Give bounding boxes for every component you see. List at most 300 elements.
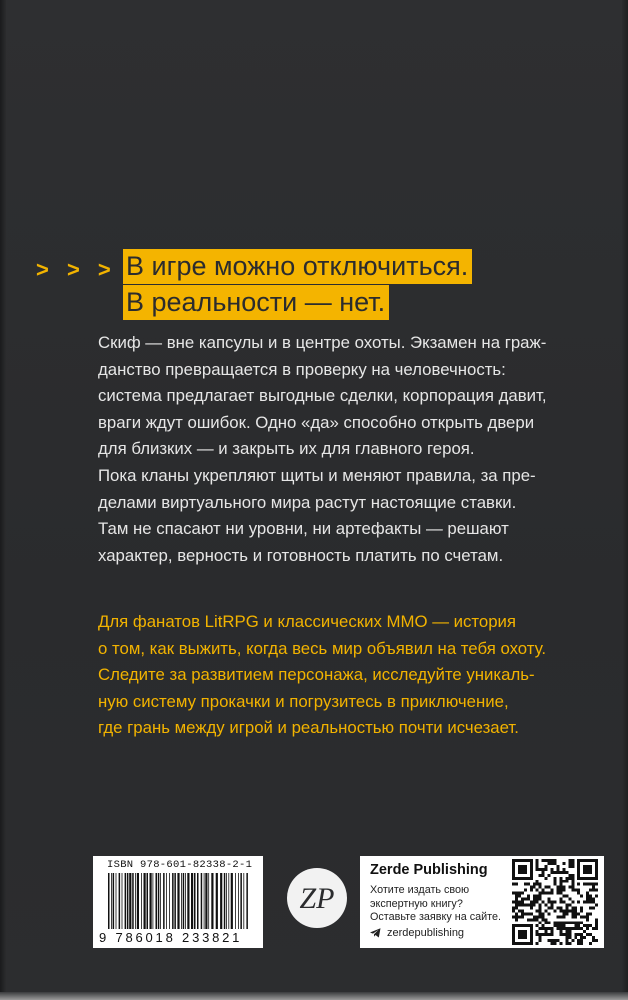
qr-module xyxy=(574,889,577,892)
qr-module xyxy=(554,880,557,883)
qr-module xyxy=(592,886,595,889)
qr-module xyxy=(565,921,568,924)
qr-module xyxy=(554,942,557,945)
qr-module xyxy=(518,930,527,939)
qr-module xyxy=(559,901,562,904)
qr-module xyxy=(548,898,551,901)
barcode-bar xyxy=(197,873,199,929)
qr-module xyxy=(533,883,536,886)
qr-module xyxy=(559,889,562,892)
qr-module xyxy=(559,898,562,901)
qr-module xyxy=(589,895,592,898)
qr-module xyxy=(583,930,586,933)
qr-module xyxy=(556,871,559,874)
qr-module xyxy=(533,895,536,898)
qr-module xyxy=(595,939,598,942)
description-line: Скиф — вне капсулы и в центре охоты. Экзамен на граж- xyxy=(98,333,547,352)
qr-module xyxy=(536,918,539,921)
qr-module xyxy=(554,901,557,904)
qr-module xyxy=(571,927,574,930)
qr-module xyxy=(565,930,568,933)
qr-module xyxy=(527,895,530,898)
qr-module xyxy=(542,874,545,877)
qr-module xyxy=(577,901,580,904)
qr-module xyxy=(562,912,565,915)
qr-module xyxy=(565,933,568,936)
qr-module xyxy=(536,868,539,871)
qr-module xyxy=(536,930,539,933)
qr-module xyxy=(568,927,571,930)
qr-module xyxy=(586,912,589,915)
qr-module xyxy=(568,936,571,939)
qr-module xyxy=(589,942,592,945)
qr-module xyxy=(577,933,580,936)
qr-module xyxy=(562,880,565,883)
qr-module xyxy=(562,871,565,874)
qr-module xyxy=(518,901,521,904)
description-line: характер, верность и готовность платить по счетам. xyxy=(98,545,504,565)
qr-module xyxy=(521,915,524,918)
qr-module xyxy=(545,930,548,933)
barcode-bar xyxy=(160,873,161,929)
qr-module xyxy=(533,901,536,904)
qr-module xyxy=(542,889,545,892)
qr-module xyxy=(548,927,551,930)
telegram-link[interactable] xyxy=(370,927,464,939)
qr-module xyxy=(542,927,545,930)
qr-module xyxy=(559,924,562,927)
qr-module xyxy=(565,912,568,915)
qr-module xyxy=(556,892,559,895)
qr-module xyxy=(559,933,562,936)
qr-module xyxy=(554,883,557,886)
qr-module xyxy=(539,892,542,895)
promo-line: о том, как выжить, когда весь мир объявил на тебя охоту. xyxy=(98,638,547,658)
qr-module xyxy=(554,924,557,927)
qr-module xyxy=(527,903,530,906)
qr-module xyxy=(589,898,592,901)
description-line: Пока кланы укрепляют щиты и меняют правила, за пре- xyxy=(98,465,536,485)
qr-module xyxy=(527,918,530,921)
qr-module xyxy=(595,883,598,886)
qr-module xyxy=(595,903,598,906)
qr-module xyxy=(542,859,545,862)
barcode-bar xyxy=(141,873,142,929)
barcode-bar xyxy=(150,873,152,929)
qr-module xyxy=(577,939,580,942)
qr-module xyxy=(530,903,533,906)
qr-module xyxy=(536,865,539,868)
qr-module xyxy=(574,933,577,936)
qr-module xyxy=(524,912,527,915)
qr-module xyxy=(586,883,589,886)
qr-module xyxy=(568,942,571,945)
headline xyxy=(123,249,472,321)
qr-module xyxy=(568,865,571,868)
qr-module xyxy=(580,939,583,942)
barcode-bar xyxy=(240,873,242,929)
qr-module xyxy=(548,892,551,895)
barcode-bar xyxy=(187,873,189,929)
qr-module xyxy=(545,865,548,868)
qr-module xyxy=(554,862,557,865)
qr-module xyxy=(589,924,592,927)
qr-module xyxy=(551,901,554,904)
qr-module xyxy=(580,906,583,909)
qr-module xyxy=(539,915,542,918)
qr-module xyxy=(545,859,548,862)
promo-text xyxy=(98,609,598,742)
qr-module xyxy=(548,921,551,924)
qr-module xyxy=(583,865,592,874)
barcode-bar xyxy=(125,873,127,929)
qr-module xyxy=(527,898,530,901)
qr-module xyxy=(527,883,530,886)
qr-module xyxy=(577,912,580,915)
qr-module xyxy=(568,933,571,936)
qr-module xyxy=(586,933,589,936)
qr-module xyxy=(524,889,527,892)
barcode-bar xyxy=(169,873,170,929)
qr-module xyxy=(559,880,562,883)
qr-module xyxy=(554,877,557,880)
barcode-bar xyxy=(183,873,185,929)
qr-module xyxy=(592,889,595,892)
qr-module xyxy=(533,886,536,889)
qr-module xyxy=(554,859,557,862)
qr-module xyxy=(545,909,548,912)
barcode-bar xyxy=(191,873,193,929)
qr-module xyxy=(562,862,565,865)
barcode-bar xyxy=(132,873,134,929)
qr-module xyxy=(556,906,559,909)
telegram-icon xyxy=(370,928,381,938)
qr-module xyxy=(518,903,521,906)
qr-module xyxy=(580,909,583,912)
qr-module xyxy=(562,921,565,924)
qr-module xyxy=(556,939,559,942)
headline-line-2: В реальности — нет. xyxy=(123,285,389,320)
description-line: делами виртуального мира растут настоящие ставки. xyxy=(98,492,517,512)
barcode-bar xyxy=(156,873,158,929)
qr-module xyxy=(515,898,518,901)
qr-module xyxy=(551,871,554,874)
qr-module xyxy=(571,889,574,892)
qr-module xyxy=(548,906,551,909)
qr-module xyxy=(568,930,571,933)
qr-module xyxy=(571,886,574,889)
barcode-bar xyxy=(181,873,182,929)
qr-module xyxy=(589,901,592,904)
qr-module xyxy=(559,942,562,945)
qr-module xyxy=(592,927,595,930)
qr-module xyxy=(592,898,595,901)
qr-module xyxy=(515,903,518,906)
qr-module xyxy=(515,906,518,909)
qr-module xyxy=(545,921,548,924)
qr-module xyxy=(586,892,589,895)
qr-module xyxy=(518,865,527,874)
publisher-invite-line: экспертную книгу? xyxy=(370,897,463,910)
publisher-name: Zerde Publishing xyxy=(370,862,488,878)
qr-module xyxy=(565,942,568,945)
qr-module xyxy=(562,927,565,930)
qr-module xyxy=(562,901,565,904)
qr-module xyxy=(583,936,586,939)
qr-module xyxy=(568,886,571,889)
qr-module xyxy=(548,939,551,942)
qr-module xyxy=(559,906,562,909)
qr-module xyxy=(521,892,524,895)
qr-module xyxy=(539,898,542,901)
barcode-bar xyxy=(153,873,154,929)
qr-module xyxy=(554,921,557,924)
qr-module xyxy=(515,883,518,886)
qr-module xyxy=(571,874,574,877)
cover-edge-left xyxy=(0,0,6,1000)
qr-module xyxy=(536,862,539,865)
qr-module xyxy=(551,942,554,945)
qr-module xyxy=(545,927,548,930)
qr-module xyxy=(530,886,533,889)
qr-module xyxy=(571,906,574,909)
qr-module xyxy=(574,921,577,924)
qr-module xyxy=(554,939,557,942)
qr-module xyxy=(577,889,580,892)
barcode-bar xyxy=(166,873,167,929)
qr-module xyxy=(565,936,568,939)
qr-module xyxy=(586,915,589,918)
qr-module xyxy=(536,859,539,862)
qr-module xyxy=(589,912,592,915)
cover-edge-right xyxy=(622,0,628,1000)
qr-module xyxy=(562,889,565,892)
qr-module xyxy=(562,895,565,898)
qr-module xyxy=(562,915,565,918)
qr-module xyxy=(559,930,562,933)
qr-module xyxy=(556,889,559,892)
qr-module xyxy=(545,886,548,889)
qr-module xyxy=(586,898,589,901)
qr-module xyxy=(542,915,545,918)
qr-module xyxy=(539,886,542,889)
qr-module xyxy=(539,936,542,939)
barcode-bar xyxy=(122,873,123,929)
cover-edge-bottom xyxy=(0,992,628,1000)
qr-module xyxy=(542,871,545,874)
qr-module xyxy=(521,909,524,912)
qr-module xyxy=(595,918,598,921)
qr-module xyxy=(524,903,527,906)
qr-module xyxy=(589,889,592,892)
qr-module xyxy=(580,933,583,936)
qr-module xyxy=(527,912,530,915)
barcode-bar xyxy=(185,873,186,929)
qr-module xyxy=(586,895,589,898)
qr-module xyxy=(562,886,565,889)
barcode-bar xyxy=(119,873,121,929)
qr-module xyxy=(592,883,595,886)
qr-module xyxy=(539,868,542,871)
qr-module xyxy=(556,865,559,868)
qr-module xyxy=(518,892,521,895)
qr-module xyxy=(536,933,539,936)
qr-module xyxy=(571,915,574,918)
qr-module xyxy=(559,883,562,886)
qr-module xyxy=(583,883,586,886)
barcode-bar xyxy=(127,873,128,929)
qr-module xyxy=(595,921,598,924)
qr-module xyxy=(589,933,592,936)
qr-module xyxy=(586,924,589,927)
qr-module xyxy=(580,936,583,939)
qr-module xyxy=(551,862,554,865)
qr-module xyxy=(577,942,580,945)
qr-module xyxy=(545,918,548,921)
description xyxy=(98,330,598,569)
barcode-bar xyxy=(135,873,136,929)
qr-module xyxy=(574,906,577,909)
qr-module xyxy=(542,912,545,915)
publisher-invite-line: Хотите издать свою xyxy=(370,884,470,896)
publisher-box xyxy=(360,856,604,948)
isbn-barcode xyxy=(93,856,263,948)
qr-module xyxy=(559,927,562,930)
qr-module xyxy=(533,915,536,918)
qr-module xyxy=(539,895,542,898)
qr-module xyxy=(536,924,539,927)
qr-module xyxy=(574,915,577,918)
qr-module xyxy=(577,921,580,924)
qr-module xyxy=(551,889,554,892)
qr-module xyxy=(586,927,589,930)
description-line: Там не спасают ни уровни, ни артефакты — решают xyxy=(98,519,509,539)
qr-module xyxy=(545,903,548,906)
qr-module xyxy=(568,877,571,880)
qr-module xyxy=(571,901,574,904)
qr-module xyxy=(515,912,518,915)
qr-module xyxy=(586,901,589,904)
qr-module xyxy=(586,918,589,921)
qr-module xyxy=(536,915,539,918)
qr-module xyxy=(562,933,565,936)
qr-module xyxy=(545,877,548,880)
qr-module xyxy=(530,901,533,904)
qr-module xyxy=(580,942,583,945)
qr-module xyxy=(512,892,515,895)
description-line: враги ждут ошибок. Одно «да» способно открыть двери xyxy=(98,412,535,432)
qr-module xyxy=(562,909,565,912)
qr-module xyxy=(539,906,542,909)
qr-module xyxy=(521,898,524,901)
qr-module xyxy=(595,927,598,930)
qr-module xyxy=(539,927,542,930)
qr-module xyxy=(536,942,539,945)
qr-module xyxy=(551,906,554,909)
qr-module xyxy=(580,921,583,924)
description-line: данство превращается в проверку на человечность: xyxy=(98,359,506,379)
qr-module xyxy=(580,895,583,898)
qr-module xyxy=(515,918,518,921)
promo-line: где грань между игрой и реальностью почти исчезает. xyxy=(98,718,519,738)
barcode-bar xyxy=(231,873,233,929)
qr-module xyxy=(548,859,551,862)
qr-module xyxy=(556,924,559,927)
qr-module xyxy=(518,909,521,912)
qr-module xyxy=(530,889,533,892)
qr-module xyxy=(533,903,536,906)
publisher-invite xyxy=(370,884,501,925)
qr-module xyxy=(559,871,562,874)
qr-module xyxy=(512,883,515,886)
qr-module xyxy=(539,939,542,942)
qr-module xyxy=(559,877,562,880)
qr-module xyxy=(568,859,571,862)
qr-module xyxy=(571,921,574,924)
barcode-bar xyxy=(129,873,131,929)
qr-module xyxy=(559,909,562,912)
qr-module xyxy=(539,909,542,912)
qr-module xyxy=(539,912,542,915)
barcode-bar xyxy=(228,873,229,929)
qr-module xyxy=(568,921,571,924)
barcode-bar xyxy=(111,873,112,929)
barcode-bar xyxy=(158,873,160,929)
qr-module xyxy=(551,903,554,906)
qr-module xyxy=(562,868,565,871)
qr-module xyxy=(512,906,515,909)
qr-module xyxy=(515,892,518,895)
qr-module xyxy=(577,892,580,895)
qr-module xyxy=(536,901,539,904)
barcode-bar xyxy=(174,873,176,929)
barcode-bar xyxy=(144,873,146,929)
qr-module xyxy=(592,936,595,939)
headline-line-1: В игре можно отключиться. xyxy=(123,249,472,284)
barcode-bars xyxy=(107,873,249,929)
barcode-bar xyxy=(204,873,205,929)
qr-module xyxy=(539,883,542,886)
barcode-bar xyxy=(246,873,248,929)
qr-module xyxy=(574,909,577,912)
barcode-bar xyxy=(108,873,110,929)
qr-module xyxy=(536,883,539,886)
qr-module xyxy=(545,868,548,871)
qr-module xyxy=(548,901,551,904)
qr-module xyxy=(574,936,577,939)
qr-module xyxy=(536,895,539,898)
qr-module xyxy=(577,927,580,930)
qr-code[interactable] xyxy=(512,859,598,945)
qr-module xyxy=(521,901,524,904)
qr-module xyxy=(548,933,551,936)
qr-module xyxy=(515,895,518,898)
qr-module xyxy=(530,906,533,909)
qr-module xyxy=(554,871,557,874)
qr-module xyxy=(536,880,539,883)
qr-module xyxy=(530,912,533,915)
qr-module xyxy=(589,906,592,909)
qr-module xyxy=(565,895,568,898)
qr-module xyxy=(595,924,598,927)
qr-module xyxy=(542,868,545,871)
qr-module xyxy=(551,939,554,942)
barcode-bar xyxy=(235,873,236,929)
qr-module xyxy=(577,883,580,886)
qr-module xyxy=(533,918,536,921)
barcode-bar xyxy=(216,873,218,929)
qr-module xyxy=(583,915,586,918)
